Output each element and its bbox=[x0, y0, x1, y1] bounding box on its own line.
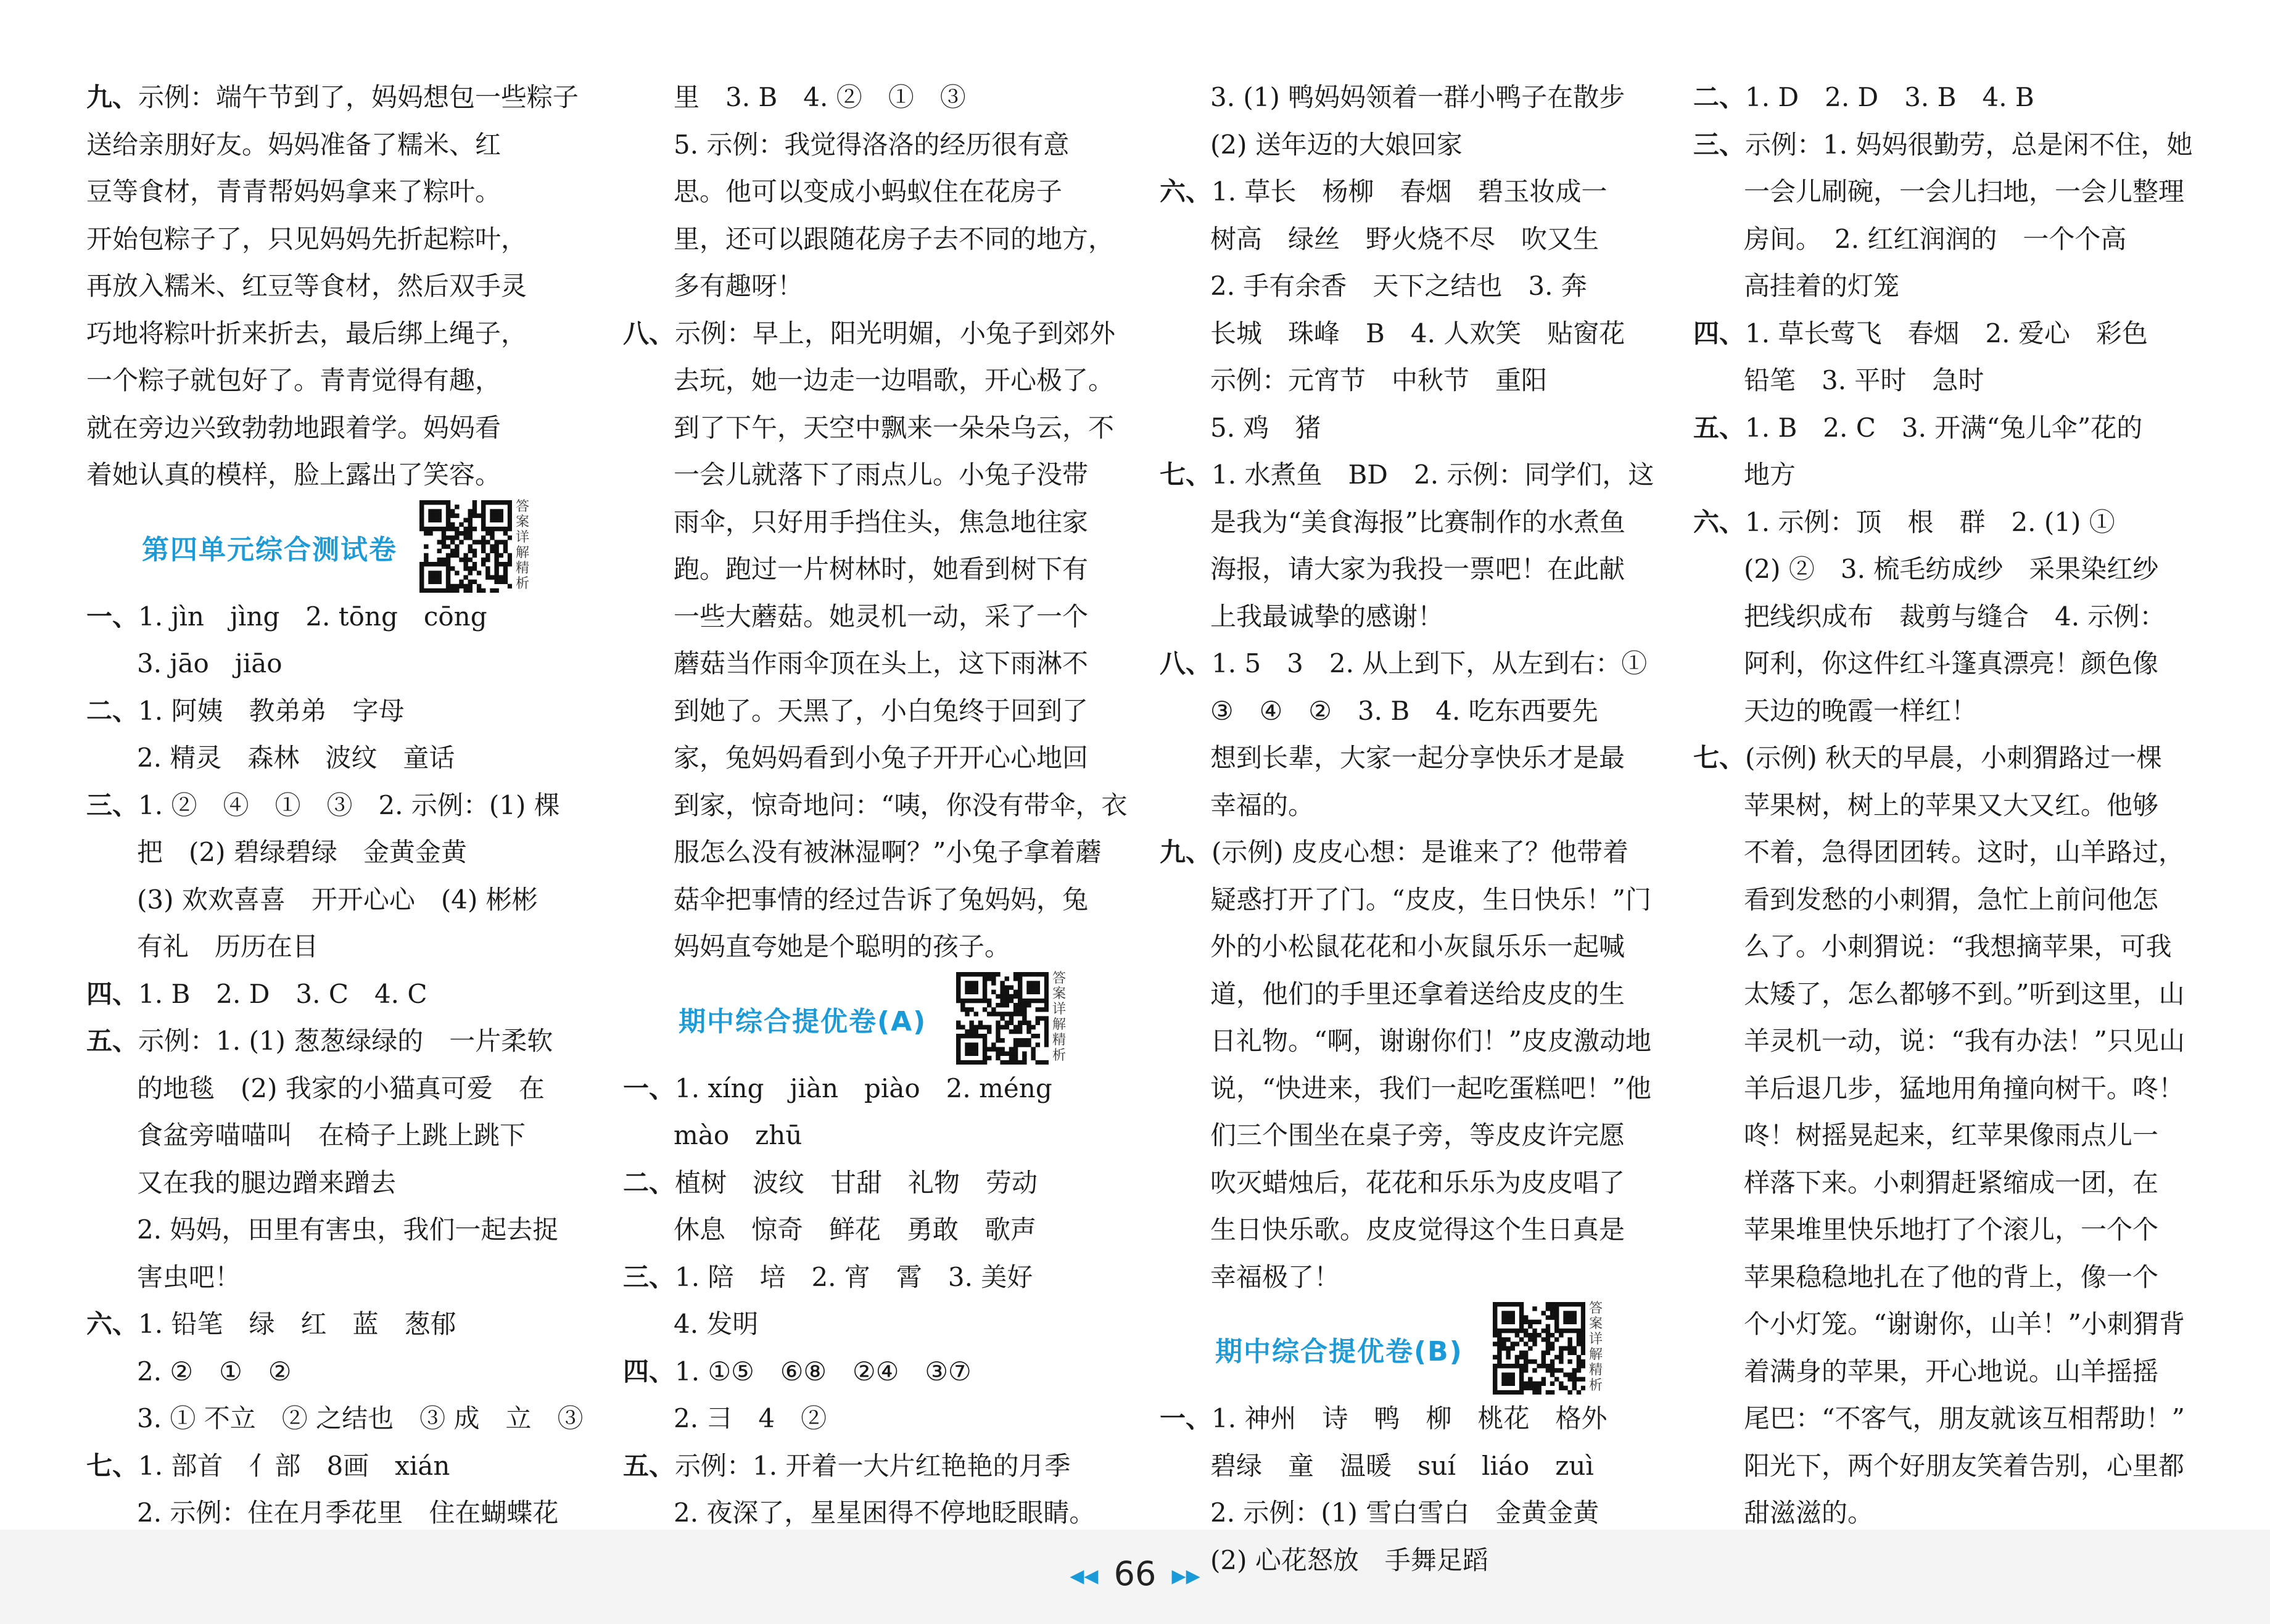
answer-text: 4. 发明 bbox=[674, 1309, 759, 1339]
answer-line bbox=[623, 405, 1129, 452]
section-number: 五、 bbox=[1693, 412, 1746, 443]
answer-text: 示例：元宵节 中秋节 重阳 bbox=[1210, 365, 1548, 395]
answer-line bbox=[1693, 640, 2199, 688]
answer-text: 3. (1) 鸭妈妈领着一群小鸭子在散步 bbox=[1210, 82, 1625, 112]
answer-line bbox=[1160, 782, 1665, 830]
answer-line bbox=[86, 688, 592, 735]
answer-line bbox=[86, 829, 592, 876]
section-title: 期中综合提优卷(A) bbox=[679, 1005, 927, 1037]
answer-text: 1. B 2. C 3. 开满“兔儿伞”花的 bbox=[1745, 412, 2143, 443]
answer-line bbox=[1693, 1348, 2199, 1396]
answer-line bbox=[86, 263, 592, 310]
answer-text: 3. jāo jiāo bbox=[137, 648, 283, 678]
answer-line bbox=[1693, 829, 2199, 876]
answer-text: 1. 铅笔 绿 红 蓝 葱郁 bbox=[138, 1309, 456, 1339]
answer-line bbox=[623, 923, 1129, 971]
section-number: 二、 bbox=[86, 695, 139, 726]
answer-line bbox=[1160, 1160, 1665, 1207]
answer-text: (示例) 秋天的早晨，小刺猬路过一棵 bbox=[1745, 743, 2163, 773]
section-number: 六、 bbox=[86, 1309, 139, 1339]
answer-text: 再放入糯米、红豆等食材，然后双手灵 bbox=[86, 271, 527, 301]
answer-text: 跑。跑过一片树林时，她看到树下有 bbox=[674, 554, 1089, 584]
answer-line bbox=[623, 1065, 1129, 1113]
answer-text: 把线织成布 裁剪与缝合 4. 示例： bbox=[1744, 601, 2166, 632]
answer-text: 铅笔 3. 平时 急时 bbox=[1744, 365, 1984, 395]
section-number: 三、 bbox=[623, 1261, 675, 1292]
answer-text: 服怎么没有被淋湿啊？”小兔子拿着蘑 bbox=[674, 837, 1102, 867]
answer-text: 羊灵机一动，说：“我有办法！”只见山 bbox=[1744, 1026, 2185, 1056]
answer-text: (2) ② 3. 梳毛纺成纱 采果染红纱 bbox=[1744, 554, 2159, 584]
answer-text: 一些大蘑菇。她灵机一动，采了一个 bbox=[674, 601, 1089, 632]
answer-text: 有礼 历历在目 bbox=[137, 931, 319, 962]
column-3 bbox=[1160, 74, 1665, 1584]
answer-line bbox=[623, 546, 1129, 593]
answer-line bbox=[1693, 310, 2199, 358]
answer-line bbox=[1693, 216, 2199, 263]
answer-line bbox=[86, 1206, 592, 1254]
answer-line bbox=[623, 782, 1129, 830]
answer-line bbox=[1693, 405, 2199, 452]
answer-text: 休息 惊奇 鲜花 勇敢 歌声 bbox=[674, 1214, 1037, 1245]
answer-text: 一个粽子就包好了。青青觉得有趣， bbox=[86, 365, 501, 395]
answer-line bbox=[86, 1018, 592, 1065]
column-1 bbox=[86, 74, 592, 1537]
qr-code-label: 答案详解精析 bbox=[1052, 970, 1067, 1063]
answer-line bbox=[1693, 923, 2199, 971]
answer-text: 上我最诚挚的感谢！ bbox=[1210, 601, 1444, 632]
answer-line bbox=[623, 1301, 1129, 1348]
answer-line bbox=[1693, 74, 2199, 122]
answer-text: mào zhū bbox=[674, 1120, 803, 1150]
answer-line bbox=[1160, 1395, 1665, 1443]
section-number: 五、 bbox=[86, 1026, 139, 1056]
answer-text: 幸福极了！ bbox=[1210, 1261, 1340, 1292]
answer-line bbox=[1693, 1254, 2199, 1301]
answer-line bbox=[1693, 688, 2199, 735]
answer-text: 太矮了，怎么都够不到。”听到这里，山 bbox=[1744, 978, 2185, 1009]
section-number: 二、 bbox=[1693, 82, 1746, 112]
answer-line bbox=[623, 451, 1129, 499]
section-title-row bbox=[86, 499, 592, 593]
answer-text: 道，他们的手里还拿着送给皮皮的生 bbox=[1210, 978, 1625, 1009]
answer-text: 食盆旁喵喵叫 在椅子上跳上跳下 bbox=[137, 1120, 526, 1150]
answer-line bbox=[1160, 1065, 1665, 1113]
section-number: 七、 bbox=[1160, 460, 1212, 490]
answer-line bbox=[86, 357, 592, 405]
answer-text: 个小灯笼。“谢谢你，山羊！”小刺猬背 bbox=[1744, 1309, 2185, 1339]
section-number: 一、 bbox=[623, 1073, 675, 1103]
answer-text: 妈妈直夸她是个聪明的孩子。 bbox=[674, 931, 1011, 962]
answer-line bbox=[86, 923, 592, 971]
answer-text: 一会儿就落下了雨点儿。小兔子没带 bbox=[674, 460, 1089, 490]
answer-text: (示例) 皮皮心想：是谁来了？他带着 bbox=[1211, 837, 1629, 867]
answer-line bbox=[86, 1112, 592, 1160]
answer-text: 高挂着的灯笼 bbox=[1744, 271, 1900, 301]
answer-text: 2. 手有余香 天下之结也 3. 奔 bbox=[1210, 271, 1587, 301]
answer-line bbox=[86, 1065, 592, 1113]
answer-text: 生日快乐歌。皮皮觉得这个生日真是 bbox=[1210, 1214, 1625, 1245]
answer-text: 外的小松鼠花花和小灰鼠乐乐一起喊 bbox=[1210, 931, 1625, 962]
answer-line bbox=[86, 1443, 592, 1490]
answer-text: 甜滋滋的。 bbox=[1744, 1498, 1874, 1528]
answer-text: 巧地将粽叶折来折去，最后绑上绳子， bbox=[86, 318, 527, 348]
answer-text: 幸福的。 bbox=[1210, 789, 1315, 820]
answer-line bbox=[623, 168, 1129, 216]
answer-line bbox=[623, 1160, 1129, 1207]
answer-line bbox=[86, 971, 592, 1018]
answer-line bbox=[1160, 640, 1665, 688]
answer-text: 咚！树摇晃起来，红苹果像雨点儿一 bbox=[1744, 1120, 2159, 1150]
answer-text: 菇伞把事情的经过告诉了兔妈妈，兔 bbox=[674, 884, 1089, 915]
answer-text: 3. ① 不立 ② 之结也 ③ 成 立 ③ bbox=[137, 1403, 584, 1433]
answer-text: 的地毯 (2) 我家的小猫真可爱 在 bbox=[137, 1073, 545, 1103]
answer-line bbox=[86, 216, 592, 263]
answer-text: 雨伞，只好用手挡住头，焦急地往家 bbox=[674, 506, 1089, 537]
answer-text: 示例：1. 开着一大片红艳艳的月季 bbox=[675, 1450, 1071, 1481]
answer-line bbox=[1160, 1206, 1665, 1254]
qr-code-icon[interactable] bbox=[956, 972, 1049, 1065]
answer-text: 1. ①⑤ ⑥⑧ ②④ ③⑦ bbox=[675, 1356, 972, 1387]
answer-line bbox=[1693, 1395, 2199, 1443]
answer-line bbox=[623, 216, 1129, 263]
answer-text: 着满身的苹果，开心地说。山羊摇摇 bbox=[1744, 1356, 2159, 1387]
answer-text: (2) 送年迈的大娘回家 bbox=[1210, 129, 1463, 160]
answer-text: 想到长辈，大家一起分享快乐才是最 bbox=[1210, 743, 1625, 773]
qr-code-icon[interactable] bbox=[1493, 1302, 1585, 1395]
answer-line bbox=[1693, 1206, 2199, 1254]
answer-text: 里 3. B 4. ② ① ③ bbox=[674, 82, 966, 112]
answer-line bbox=[1160, 735, 1665, 782]
section-number: 五、 bbox=[623, 1450, 675, 1481]
answer-text: 海报，请大家为我投一票吧！在此献 bbox=[1210, 554, 1625, 584]
section-number: 四、 bbox=[86, 978, 139, 1009]
column-2 bbox=[623, 74, 1129, 1537]
answer-text: 苹果堆里快乐地打了个滚儿，一个个 bbox=[1744, 1214, 2159, 1245]
section-title-row bbox=[1160, 1301, 1665, 1395]
answer-text: 5. 鸡 猪 bbox=[1210, 412, 1321, 443]
answer-text: 一会儿刷碗，一会儿扫地，一会儿整理 bbox=[1744, 176, 2185, 207]
answer-text: (2) 心花怒放 手舞足蹈 bbox=[1210, 1544, 1488, 1575]
section-number: 三、 bbox=[1693, 129, 1746, 160]
answer-text: 1. 神州 诗 鸭 柳 桃花 格外 bbox=[1211, 1403, 1608, 1433]
answer-text: 1. 陪 培 2. 宵 霄 3. 美好 bbox=[675, 1261, 1033, 1292]
answer-line bbox=[1160, 923, 1665, 971]
answer-text: 把 (2) 碧绿碧绿 金黄金黄 bbox=[137, 837, 467, 867]
answer-text: 房间。 2. 红红润润的 一个个高 bbox=[1744, 223, 2127, 254]
answer-text: (3) 欢欢喜喜 开开心心 (4) 彬彬 bbox=[137, 884, 538, 915]
page-footer bbox=[0, 1554, 2270, 1593]
answer-text: 1. 阿姨 教弟弟 字母 bbox=[138, 695, 405, 726]
answer-line bbox=[1160, 74, 1665, 122]
answer-text: 苹果稳稳地扎在了他的背上，像一个 bbox=[1744, 1261, 2159, 1292]
answer-line bbox=[1160, 122, 1665, 169]
answer-line bbox=[623, 310, 1129, 358]
answer-line bbox=[623, 1206, 1129, 1254]
answer-line bbox=[1693, 168, 2199, 216]
answer-line bbox=[1160, 1112, 1665, 1160]
answer-line bbox=[623, 357, 1129, 405]
answer-line bbox=[1693, 735, 2199, 782]
answer-line bbox=[623, 1254, 1129, 1301]
answer-line bbox=[1160, 593, 1665, 641]
answer-text: 1. 草长 杨柳 春烟 碧玉妆成一 bbox=[1211, 176, 1608, 207]
answer-line bbox=[623, 735, 1129, 782]
answer-text: 2. 精灵 森林 波纹 童话 bbox=[137, 743, 455, 773]
answer-text: 吹灭蜡烛后，花花和乐乐为皮皮唱了 bbox=[1210, 1167, 1625, 1198]
answer-line bbox=[1693, 593, 2199, 641]
section-number: 六、 bbox=[1693, 506, 1746, 537]
answer-line bbox=[623, 263, 1129, 310]
answer-line bbox=[1160, 405, 1665, 452]
qr-code-label: 答案详解精析 bbox=[516, 498, 530, 591]
answer-line bbox=[86, 876, 592, 924]
answer-line bbox=[86, 1395, 592, 1443]
answer-text: 着她认真的模样，脸上露出了笑容。 bbox=[86, 460, 501, 490]
answer-line bbox=[86, 122, 592, 169]
answer-text: 到了下午，天空中飘来一朵朵乌云，不 bbox=[674, 412, 1115, 443]
answer-line bbox=[1693, 122, 2199, 169]
answer-text: 1. B 2. D 3. C 4. C bbox=[138, 978, 427, 1009]
answer-text: 去玩，她一边走一边唱歌，开心极了。 bbox=[674, 365, 1115, 395]
answer-text: 2. 示例：(1) 雪白雪白 金黄金黄 bbox=[1210, 1498, 1599, 1528]
answer-text: 1. jìn jìng 2. tōng cōng bbox=[138, 601, 487, 632]
answer-text: 1. ② ④ ① ③ 2. 示例：(1) 棵 bbox=[138, 789, 560, 820]
answer-text: 2. 夜深了，星星困得不停地眨眼睛。 bbox=[674, 1498, 1096, 1528]
answer-text: 么了。小刺猬说：“我想摘苹果，可我 bbox=[1744, 931, 2172, 962]
answer-text: 样落下来。小刺猬赶紧缩成一团，在 bbox=[1744, 1167, 2159, 1198]
qr-code-icon[interactable] bbox=[419, 500, 512, 593]
answer-line bbox=[1693, 876, 2199, 924]
answer-text: 羊后退几步，猛地用角撞向树干。咚！ bbox=[1744, 1073, 2185, 1103]
answer-text: 1. 水煮鱼 BD 2. 示例：同学们，这 bbox=[1211, 460, 1654, 490]
answer-line bbox=[1693, 1112, 2199, 1160]
answer-line bbox=[1693, 357, 2199, 405]
answer-line bbox=[623, 829, 1129, 876]
answer-text: 1. xíng jiàn piào 2. méng bbox=[675, 1073, 1052, 1103]
answer-line bbox=[1160, 310, 1665, 358]
answer-text: 又在我的腿边蹭来蹭去 bbox=[137, 1167, 397, 1198]
answer-line bbox=[86, 74, 592, 122]
answer-line bbox=[86, 782, 592, 830]
prev-arrow-icon: ◀◀ bbox=[1070, 1565, 1099, 1587]
answer-line bbox=[1693, 1160, 2199, 1207]
answer-line bbox=[86, 1348, 592, 1396]
answer-text: 是我为“美食海报”比赛制作的水煮鱼 bbox=[1210, 506, 1625, 537]
answer-line bbox=[1693, 451, 2199, 499]
answer-text: 就在旁边兴致勃勃地跟着学。妈妈看 bbox=[86, 412, 501, 443]
section-number: 二、 bbox=[623, 1167, 675, 1198]
answer-text: 疑惑打开了门。“皮皮，生日快乐！”门 bbox=[1210, 884, 1651, 915]
answer-text: 看到发愁的小刺猬，急忙上前问他怎 bbox=[1744, 884, 2159, 915]
answer-text: 日礼物。“啊，谢谢你们！”皮皮激动地 bbox=[1210, 1026, 1651, 1056]
answer-line bbox=[1693, 1443, 2199, 1490]
answer-text: 植树 波纹 甘甜 礼物 劳动 bbox=[675, 1167, 1038, 1198]
answer-line bbox=[1160, 216, 1665, 263]
answer-line bbox=[1160, 688, 1665, 735]
answer-line bbox=[1693, 1065, 2199, 1113]
answer-line bbox=[86, 735, 592, 782]
section-number: 七、 bbox=[86, 1450, 139, 1481]
section-title: 第四单元综合测试卷 bbox=[142, 534, 397, 566]
answer-text: 示例：1. (1) 葱葱绿绿的 一片柔软 bbox=[138, 1026, 553, 1056]
answer-line bbox=[1160, 168, 1665, 216]
answer-line bbox=[623, 876, 1129, 924]
answer-line bbox=[1693, 782, 2199, 830]
answer-line bbox=[623, 1395, 1129, 1443]
answer-text: 1. 5 3 2. 从上到下，从左到右：① bbox=[1211, 648, 1648, 678]
answer-text: 思。他可以变成小蚂蚁住在花房子 bbox=[674, 176, 1063, 207]
answer-line bbox=[1160, 263, 1665, 310]
answer-text: 5. 示例：我觉得洛洛的经历很有意 bbox=[674, 129, 1070, 160]
section-number: 四、 bbox=[623, 1356, 675, 1387]
answer-text: 们三个围坐在桌子旁，等皮皮许完愿 bbox=[1210, 1120, 1625, 1150]
qr-code-label: 答案详解精析 bbox=[1589, 1301, 1603, 1393]
section-number: 四、 bbox=[1693, 318, 1746, 348]
section-title-row bbox=[623, 971, 1129, 1065]
answer-line bbox=[86, 1254, 592, 1301]
answer-text: ③ ④ ② 3. B 4. 吃东西要先 bbox=[1210, 695, 1598, 726]
answer-line bbox=[623, 122, 1129, 169]
answer-text: 1. D 2. D 3. B 4. B bbox=[1745, 82, 2034, 112]
answer-text: 到家，惊奇地问：“咦，你没有带伞，衣 bbox=[674, 789, 1128, 820]
answer-text: 碧绿 童 温暖 suí liáo zuì bbox=[1210, 1450, 1594, 1481]
answer-text: 里，还可以跟随花房子去不同的地方， bbox=[674, 223, 1115, 254]
answer-line bbox=[1160, 829, 1665, 876]
section-number: 六、 bbox=[1160, 176, 1212, 207]
answer-line bbox=[86, 451, 592, 499]
answer-text: 示例：早上，阳光明媚，小兔子到郊外 bbox=[675, 318, 1116, 348]
answer-text: 1. 部首 亻部 8画 xián bbox=[138, 1450, 450, 1481]
next-arrow-icon: ▶▶ bbox=[1171, 1565, 1200, 1587]
answer-text: 树高 绿丝 野火烧不尽 吹又生 bbox=[1210, 223, 1599, 254]
section-number: 八、 bbox=[1160, 648, 1212, 678]
answer-line bbox=[1160, 876, 1665, 924]
answer-text: 长城 珠峰 B 4. 人欢笑 贴窗花 bbox=[1210, 318, 1625, 348]
answer-line bbox=[86, 168, 592, 216]
answer-text: 1. 示例：顶 根 群 2. (1) ① bbox=[1745, 506, 2115, 537]
answer-line bbox=[1160, 357, 1665, 405]
answer-line bbox=[1693, 1490, 2199, 1537]
answer-line bbox=[86, 1301, 592, 1348]
answer-text: 说，“快进来，我们一起吃蛋糕吧！”他 bbox=[1210, 1073, 1651, 1103]
answer-line bbox=[623, 688, 1129, 735]
answer-text: 地方 bbox=[1744, 460, 1796, 490]
answer-line bbox=[86, 640, 592, 688]
answer-text: 2. ⺕ 4 ② bbox=[674, 1403, 827, 1433]
answer-line bbox=[1693, 499, 2199, 546]
answer-line bbox=[1160, 1443, 1665, 1490]
answer-text: 蘑菇当作雨伞顶在头上，这下雨淋不 bbox=[674, 648, 1089, 678]
answer-line bbox=[1160, 499, 1665, 546]
column-4 bbox=[1693, 74, 2199, 1537]
answer-text: 苹果树，树上的苹果又大又红。他够 bbox=[1744, 789, 2159, 820]
answer-text: 2. 妈妈，田里有害虫，我们一起去捉 bbox=[137, 1214, 559, 1245]
answer-text: 阿利，你这件红斗篷真漂亮！颜色像 bbox=[1744, 648, 2159, 678]
answer-line bbox=[623, 1490, 1129, 1537]
section-number: 八、 bbox=[623, 318, 675, 348]
answer-text: 不着，急得团团转。这时，山羊路过， bbox=[1744, 837, 2185, 867]
answer-text: 家，兔妈妈看到小兔子开开心心地回 bbox=[674, 743, 1089, 773]
answer-text: 示例：端午节到了，妈妈想包一些粽子 bbox=[138, 82, 579, 112]
section-title: 期中综合提优卷(B) bbox=[1215, 1336, 1463, 1367]
answer-line bbox=[1693, 971, 2199, 1018]
answer-text: 2. ② ① ② bbox=[137, 1356, 292, 1387]
answer-line bbox=[1160, 1490, 1665, 1537]
answer-text: 天边的晚霞一样红！ bbox=[1744, 695, 1978, 726]
section-number: 一、 bbox=[1160, 1403, 1212, 1433]
answer-text: 示例：1. 妈妈很勤劳，总是闲不住，她 bbox=[1745, 129, 2193, 160]
answer-line bbox=[86, 310, 592, 358]
answer-line bbox=[623, 499, 1129, 546]
answer-line bbox=[623, 1443, 1129, 1490]
section-number: 七、 bbox=[1693, 743, 1746, 773]
section-number: 一、 bbox=[86, 601, 139, 632]
answer-text: 多有趣呀！ bbox=[674, 271, 804, 301]
section-number: 三、 bbox=[86, 789, 139, 820]
answer-text: 阳光下，两个好朋友笑着告别，心里都 bbox=[1744, 1450, 2185, 1481]
answer-line bbox=[1160, 546, 1665, 593]
answer-line bbox=[86, 1160, 592, 1207]
answer-line bbox=[1693, 1018, 2199, 1065]
page-number: 66 bbox=[1113, 1554, 1157, 1593]
answer-text: 送给亲朋好友。妈妈准备了糯米、红 bbox=[86, 129, 501, 160]
answer-text: 1. 草长莺飞 春烟 2. 爱心 彩色 bbox=[1745, 318, 2148, 348]
answer-text: 到她了。天黑了，小白兔终于回到了 bbox=[674, 695, 1089, 726]
answer-line bbox=[623, 593, 1129, 641]
answer-line bbox=[623, 640, 1129, 688]
section-number: 九、 bbox=[86, 82, 139, 112]
answer-text: 2. 示例：住在月季花里 住在蝴蝶花 bbox=[137, 1498, 559, 1528]
answer-line bbox=[623, 1348, 1129, 1396]
answer-line bbox=[1693, 546, 2199, 593]
answer-line bbox=[1160, 451, 1665, 499]
answer-line bbox=[1160, 1254, 1665, 1301]
answer-line bbox=[86, 405, 592, 452]
answer-text: 开始包粽子了，只见妈妈先折起粽叶， bbox=[86, 223, 527, 254]
answer-text: 害虫吧！ bbox=[137, 1261, 241, 1292]
answer-line bbox=[86, 593, 592, 641]
answer-line bbox=[623, 74, 1129, 122]
answer-line bbox=[623, 1112, 1129, 1160]
answer-text: 尾巴：“不客气，朋友就该互相帮助！” bbox=[1744, 1403, 2185, 1433]
answer-line bbox=[1160, 1018, 1665, 1065]
answer-line bbox=[1693, 263, 2199, 310]
section-number: 九、 bbox=[1160, 837, 1212, 867]
answer-line bbox=[86, 1490, 592, 1537]
answer-line bbox=[1160, 971, 1665, 1018]
answer-line bbox=[1693, 1301, 2199, 1348]
answer-text: 豆等食材，青青帮妈妈拿来了粽叶。 bbox=[86, 176, 501, 207]
